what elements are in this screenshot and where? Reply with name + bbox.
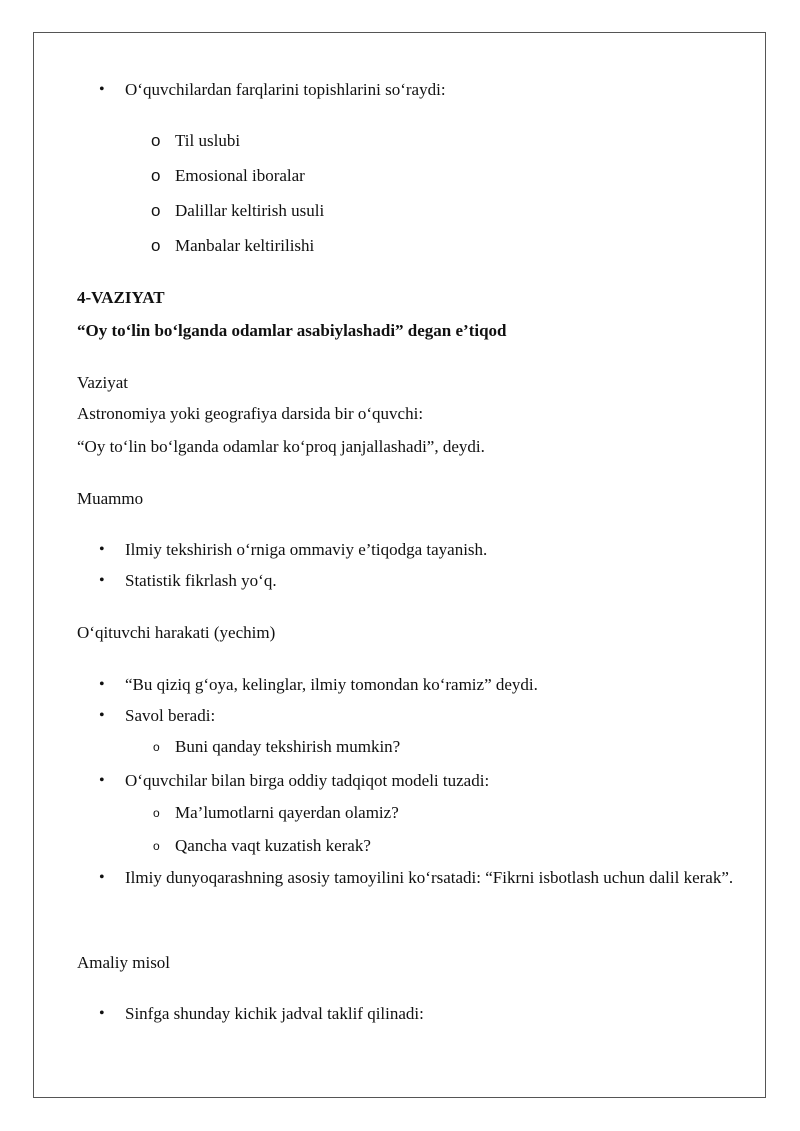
harakat-label: O‘qituvchi harakati (yechim) <box>77 623 276 642</box>
section-heading: 4-VAZIYAT <box>77 288 165 307</box>
intro-sublist <box>151 123 324 263</box>
list-item: o Buni qanday tekshirish mumkin? <box>151 731 747 762</box>
misol-list <box>77 998 747 1029</box>
list-item: • Sinfga shunday kichik jadval taklif qilinadi: <box>77 998 747 1029</box>
list-item: • Savol beradi: <box>77 700 747 731</box>
list-item: o Emosional iboralar <box>151 158 324 193</box>
list-item: • “Bu qiziq g‘oya, kelinglar, ilmiy tomondan ko‘ramiz” deydi. <box>77 669 747 700</box>
misol-label: Amaliy misol <box>77 953 171 972</box>
harakat-list <box>77 669 747 893</box>
list-item: o Til uslubi <box>151 123 324 158</box>
list-item: • O‘quvchilardan farqlarini topishlarini so‘raydi: <box>77 74 747 105</box>
list-item: • Ilmiy dunyoqarashning asosiy tamoyilini ko‘rsatadi: “Fikrni isbotlash uchun dalil kerak”. <box>77 862 747 893</box>
vaziyat-line: Astronomiya yoki geografiya darsida bir o‘quvchi: <box>77 404 424 423</box>
list-item: o Dalillar keltirish usuli <box>151 193 324 228</box>
harakat-sublist <box>151 796 747 862</box>
intro-list <box>77 74 747 105</box>
vaziyat-quote: “Oy to‘lin bo‘lganda odamlar ko‘proq janjallashadi”, deydi. <box>77 437 485 456</box>
list-item: o Manbalar keltirilishi <box>151 228 324 263</box>
harakat-sublist <box>151 731 747 762</box>
list-item: • Ilmiy tekshirish o‘rniga ommaviy e’tiqodga tayanish. <box>77 534 747 565</box>
list-item: • O‘quvchilar bilan birga oddiy tadqiqot modeli tuzadi: <box>77 765 747 796</box>
section-subheading: “Oy to‘lin bo‘lganda odamlar asabiylashadi” degan e’tiqod <box>77 321 507 340</box>
list-item: o Qancha vaqt kuzatish kerak? <box>151 829 747 862</box>
sublist-wrapper <box>77 796 747 862</box>
list-item: o Ma’lumotlarni qayerdan olamiz? <box>151 796 747 829</box>
muammo-list <box>77 534 747 596</box>
vaziyat-label: Vaziyat <box>77 373 128 392</box>
muammo-label: Muammo <box>77 489 144 508</box>
sublist-wrapper <box>77 731 747 762</box>
list-item: • Statistik fikrlash yo‘q. <box>77 565 747 596</box>
document-page <box>33 32 766 1098</box>
